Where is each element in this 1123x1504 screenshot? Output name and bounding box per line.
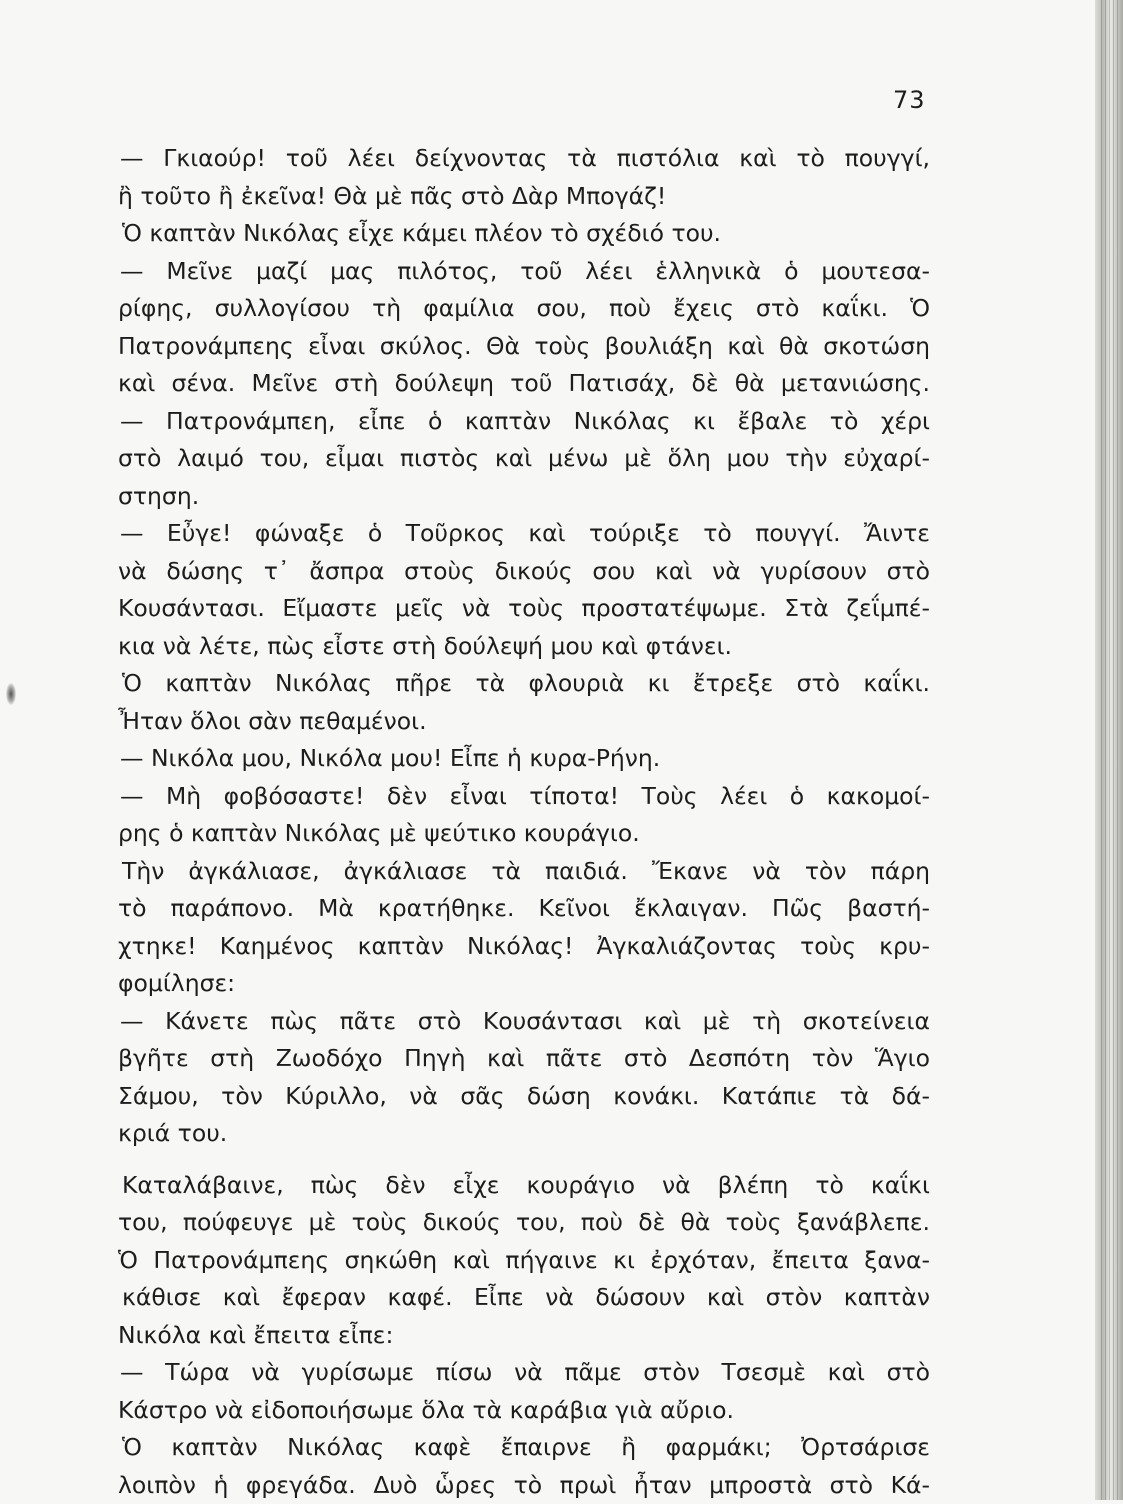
text-line: — Γκιαούρ! τοῦ λέει δείχνοντας τὰ πιστόλια καὶ τὸ πουγγί, (118, 140, 930, 178)
text-line: Τὴν ἀγκάλιασε, ἀγκάλιασε τὰ παιδιά. Ἔκανε νὰ τὸν πάρη (118, 853, 930, 891)
text-line: — Μὴ φοβόσαστε! δὲν εἶναι τίποτα! Τοὺς λέει ὁ κακομοί- (118, 778, 930, 816)
text-line: ἢ τοῦτο ἢ ἐκεῖνα! Θὰ μὲ πᾶς στὸ Δὰρ Μπογάζ! (118, 178, 930, 216)
text-line: Ὁ καπτὰν Νικόλας εἶχε κάμει πλέον τὸ σχέδιό του. (118, 215, 930, 253)
text-line: κια νὰ λέτε, πὼς εἶστε στὴ δούλεψή μου καὶ φτάνει. (118, 628, 930, 666)
ink-smudge (6, 683, 16, 705)
text-line: φομίλησε: (118, 965, 930, 1003)
text-line: κριά του. (118, 1115, 930, 1153)
text-line: — Νικόλα μου, Νικόλα μου! Εἶπε ἡ κυρα-Ρήνη. (118, 740, 930, 778)
text-line: Κουσάντασι. Εἴμαστε μεῖς νὰ τοὺς προστατέψωμε. Στὰ ζεΐμπέ- (118, 590, 930, 628)
text-line: Ὁ καπτὰν Νικόλας καφὲ ἔπαιρνε ἢ φαρμάκι; Ὀρτσάρισε (118, 1429, 930, 1467)
text-line: του, πούφευγε μὲ τοὺς δικούς του, ποὺ δὲ θὰ τοὺς ξανάβλεπε. (118, 1204, 930, 1242)
page-edge-texture (1101, 0, 1119, 1500)
body-text (118, 140, 930, 1504)
text-line: Ὁ καπτὰν Νικόλας πῆρε τὰ φλουριὰ κι ἔτρεξε στὸ καΐκι. (118, 665, 930, 703)
text-line: ρίφης, συλλογίσου τὴ φαμίλια σου, ποὺ ἔχεις στὸ καΐκι. Ὁ (118, 290, 930, 328)
text-line: — Μεῖνε μαζί μας πιλότος, τοῦ λέει ἑλληνικὰ ὁ μουτεσα- (118, 253, 930, 291)
text-line: Καταλάβαινε, πὼς δὲν εἶχε κουράγιο νὰ βλέπη τὸ καΐκι (118, 1167, 930, 1205)
text-line: ρης ὁ καπτὰν Νικόλας μὲ ψεύτικο κουράγιο. (118, 815, 930, 853)
paragraph-gap (118, 1153, 930, 1167)
text-line: Ὁ Πατρονάμπεης σηκώθη καὶ πήγαινε κι ἐρχόταν, ἔπειτα ξανα- (118, 1242, 930, 1280)
text-line: βγῆτε στὴ Ζωοδόχο Πηγὴ καὶ πᾶτε στὸ Δεσπότη τὸν Ἅγιο (118, 1040, 930, 1078)
text-line: καὶ σένα. Μεῖνε στὴ δούλεψη τοῦ Πατισάχ, δὲ θὰ μετανιώσης. (118, 365, 930, 403)
text-line: τὸ παράπονο. Μὰ κρατήθηκε. Κεῖνοι ἔκλαιγαν. Πῶς βαστή- (118, 890, 930, 928)
text-line: χτηκε! Καημένος καπτὰν Νικόλας! Ἀγκαλιάζοντας τοὺς κρυ- (118, 928, 930, 966)
text-line: Κάστρο νὰ εἰδοποιήσωμε ὅλα τὰ καράβια γιὰ αὔριο. (118, 1392, 930, 1430)
text-line: Ἦταν ὅλοι σὰν πεθαμένοι. (118, 703, 930, 741)
text-line: λοιπὸν ἡ φρεγάδα. Δυὸ ὧρες τὸ πρωὶ ἦταν μπροστὰ στὸ Κά- (118, 1467, 930, 1504)
text-line: — Πατρονάμπεη, εἶπε ὁ καπτὰν Νικόλας κι ἔβαλε τὸ χέρι (118, 403, 930, 441)
text-line: στηση. (118, 478, 930, 516)
text-line: κάθισε καὶ ἔφεραν καφέ. Εἶπε νὰ δώσουν καὶ στὸν καπτὰν (118, 1279, 930, 1317)
text-line: — Τώρα νὰ γυρίσωμε πίσω νὰ πᾶμε στὸν Τσεσμὲ καὶ στὸ (118, 1354, 930, 1392)
text-line: νὰ δώσης τ᾽ ἄσπρα στοὺς δικούς σου καὶ νὰ γυρίσουν στὸ (118, 553, 930, 591)
text-line: — Εὖγε! φώναξε ὁ Τοῦρκος καὶ τούριξε τὸ πουγγί. Ἄιντε (118, 515, 930, 553)
text-line: Πατρονάμπεης εἶναι σκύλος. Θὰ τοὺς βουλιάξη καὶ θὰ σκοτώση (118, 328, 930, 366)
text-line: — Κάνετε πὼς πᾶτε στὸ Κουσάντασι καὶ μὲ τὴ σκοτείνεια (118, 1003, 930, 1041)
page-number: 73 (893, 86, 926, 114)
text-line: Σάμου, τὸν Κύριλλο, νὰ σᾶς δώση κονάκι. Κατάπιε τὰ δά- (118, 1078, 930, 1116)
text-line: στὸ λαιμό του, εἶμαι πιστὸς καὶ μένω μὲ ὅλη μου τὴν εὐχαρί- (118, 440, 930, 478)
text-line: Νικόλα καὶ ἔπειτα εἶπε: (118, 1317, 930, 1355)
